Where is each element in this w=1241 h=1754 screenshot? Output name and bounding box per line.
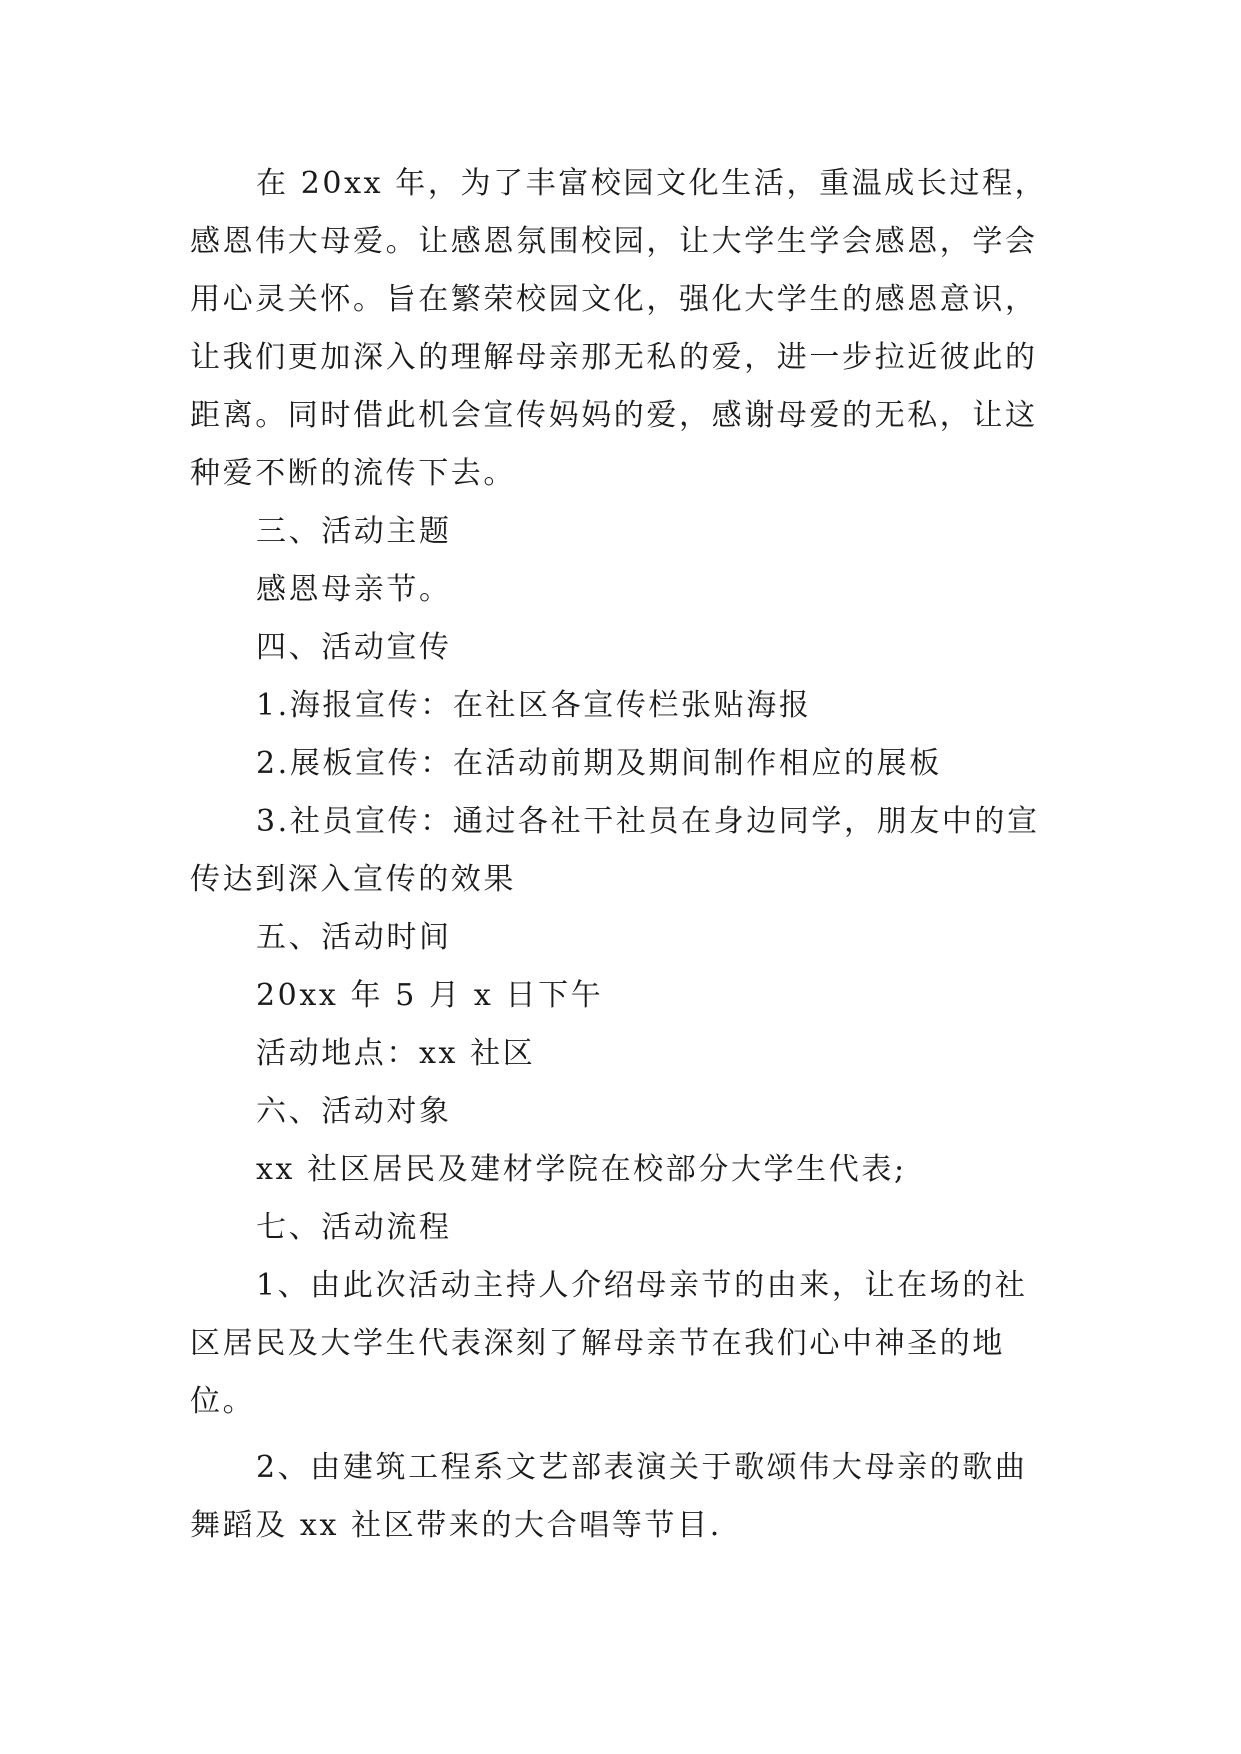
- paragraph-line: 感恩伟大母爱。让感恩氛围校园，让大学生学会感恩，学会: [190, 224, 1038, 259]
- paragraph-line: 用心灵关怀。旨在繁荣校园文化，强化大学生的感恩意识，: [190, 282, 1038, 317]
- section-heading: 三、活动主题: [256, 514, 452, 549]
- paragraph-line: 距离。同时借此机会宣传妈妈的爱，感谢母爱的无私，让这: [190, 398, 1038, 433]
- paragraph-line: 种爱不断的流传下去。: [190, 456, 516, 491]
- list-item-continuation: 位。: [190, 1384, 256, 1419]
- section-heading: 七、活动流程: [256, 1210, 452, 1245]
- paragraph-line: 在 20xx 年，为了丰富校园文化生活，重温成长过程，: [256, 166, 1048, 201]
- paragraph-line: xx 社区居民及建材学院在校部分大学生代表;: [256, 1152, 907, 1187]
- paragraph-line: 20xx 年 5 月 x 日下午: [256, 978, 604, 1013]
- list-item-continuation: 区居民及大学生代表深刻了解母亲节在我们心中神圣的地: [190, 1326, 1005, 1361]
- list-item: 2.展板宣传：在活动前期及期间制作相应的展板: [256, 746, 942, 781]
- section-heading: 四、活动宣传: [256, 630, 452, 665]
- list-item: 1.海报宣传：在社区各宣传栏张贴海报: [256, 688, 812, 723]
- section-heading: 六、活动对象: [256, 1094, 452, 1129]
- paragraph-line: 让我们更加深入的理解母亲那无私的爱，进一步拉近彼此的: [190, 340, 1038, 375]
- list-item-continuation: 传达到深入宣传的效果: [190, 862, 516, 897]
- list-item-continuation: 舞蹈及 xx 社区带来的大合唱等节目.: [190, 1508, 722, 1543]
- list-item: 2、由建筑工程系文艺部表演关于歌颂伟大母亲的歌曲: [256, 1450, 1028, 1485]
- list-item: 3.社员宣传：通过各社干社员在身边同学，朋友中的宣: [256, 804, 1040, 839]
- paragraph-line: 感恩母亲节。: [256, 572, 452, 607]
- section-heading: 五、活动时间: [256, 920, 452, 955]
- list-item: 1、由此次活动主持人介绍母亲节的由来，让在场的社: [256, 1268, 1028, 1303]
- paragraph-line: 活动地点：xx 社区: [256, 1036, 536, 1071]
